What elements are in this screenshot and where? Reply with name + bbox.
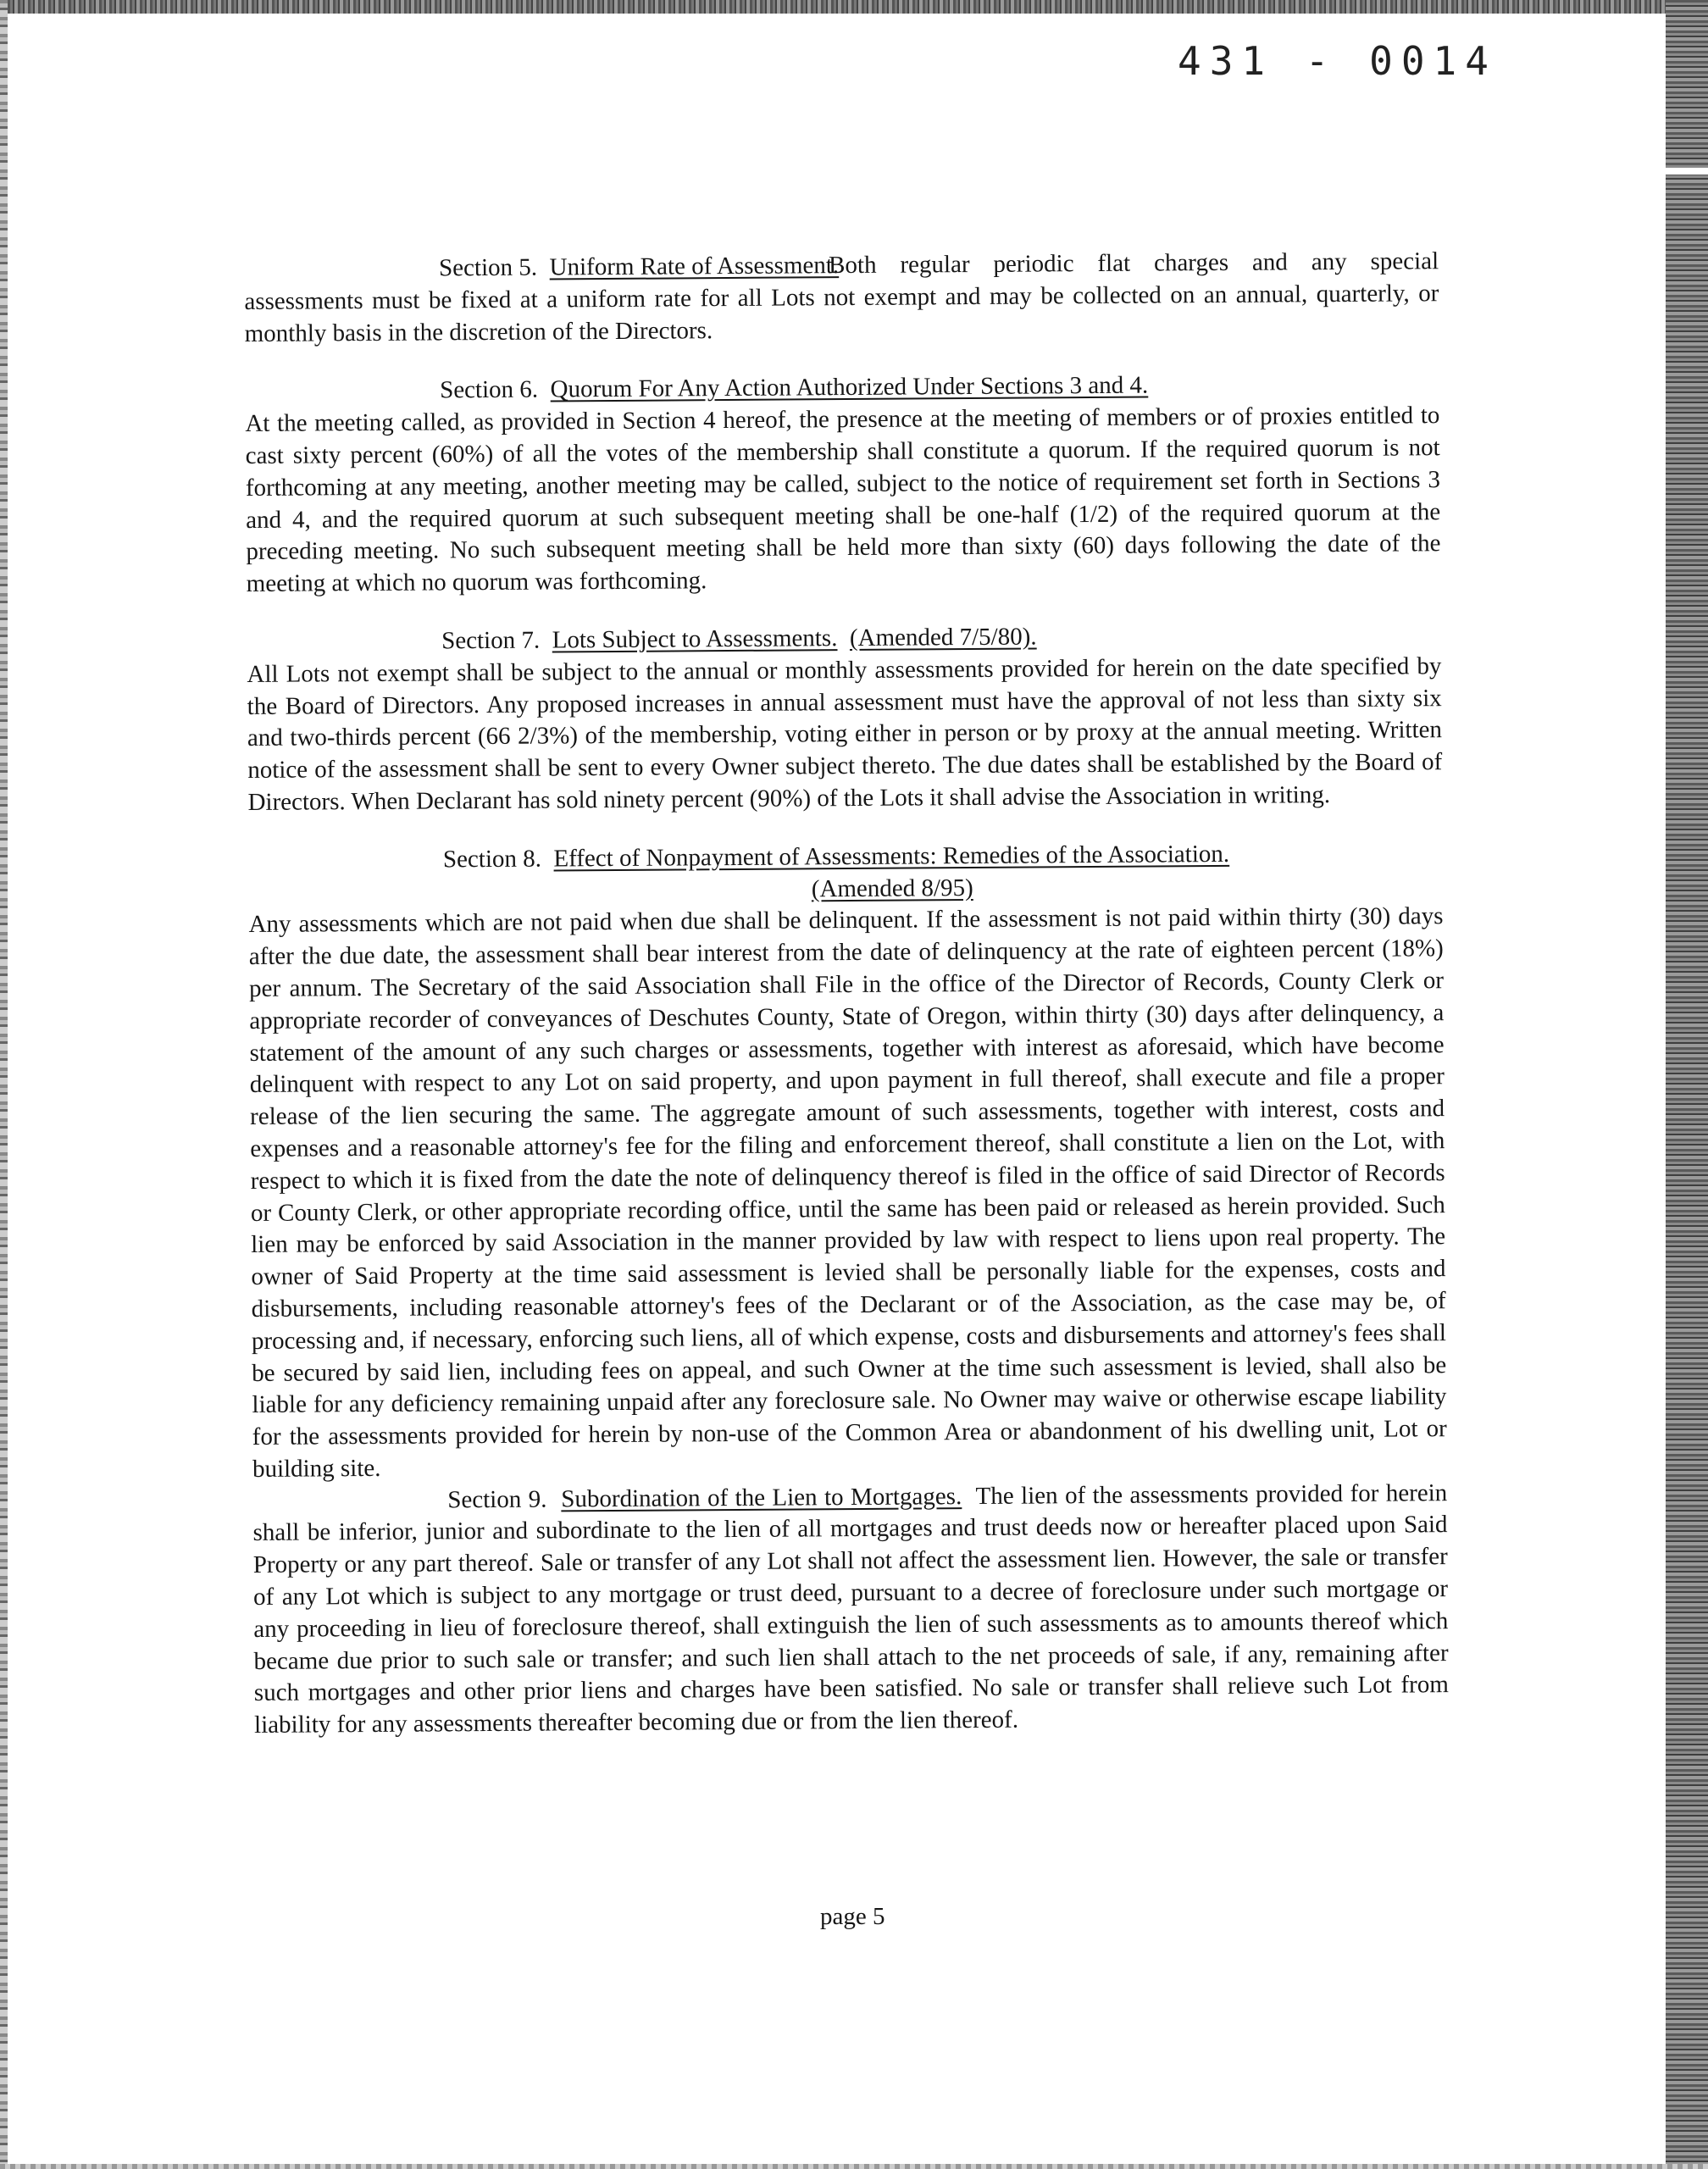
section-9-body: The lien of the assessments provided for herein shall be inferior, junior and subordinate to the lien of all mortgages and trust deeds now or hereafter placed upon Said Property or any part thereof. Sale or transfer of any Lot shall not affect the assessment lien. However, the sale or transfer of any Lot which is subject to any mortgage or trust deed, pursuant to a decree of foreclosure under such mortgage or any proceeding in lieu of foreclosure thereof, shall extinguish the lien of such assessments as to amounts thereof which became due prior to such sale or transfer; and such lien shall attach to the net proceeds of sale, if any, remaining after such mortgages and other prior liens and charges have been satisfied. No sale or transfer shall relieve such Lot from liability for any assessments thereafter becoming due or from the lien thereof.	[252, 1478, 1449, 1739]
scan-edge-bottom	[0, 2164, 1708, 2169]
scan-edge-left	[0, 0, 8, 2169]
section-6-body: At the meeting called, as provided in Section 4 hereof, the presence at the meeting of members or of proxies entitled to cast sixty percent (60%) of all the votes of the membership shall constitute a quorum. If the required quorum is not forthcoming at any meeting, another meeting may be called, subject to the notice of requirement set forth in Sections 3 and 4, and the required quorum at such subsequent meeting shall be one-half (1/2) of the required quorum at the preceding meeting. No such subsequent meeting shall be held more than sixty (60) days following the date of the meeting at which no quorum was forthcoming.	[245, 402, 1441, 598]
section-9-title: Subordination of the Lien to Mortgages.	[561, 1482, 962, 1513]
section-7-label: Section 7.	[441, 626, 541, 655]
page-number: page 5	[820, 1903, 885, 1930]
section-6-title: Quorum For Any Action Authorized Under Sections 3 and 4.	[550, 371, 1149, 403]
scan-edge-gap	[1666, 168, 1708, 175]
section-8-body: Any assessments which are not paid when due shall be delinquent. If the assessment is not paid within thirty (30) days after the due date, the assessment shall bear interest from the date of delinquency at the rate of eighteen percent (18%) per annum. The Secretary of the said Association shall File in the office of the Director of Records, County Clerk or appropriate recorder of conveyances of Deschutes County, State of Oregon, within thirty (30) days after delinquency, a statement of the amount of any such charges or assessments, together with interest as aforesaid, which have become delinquent with respect to any Lot on said property, and upon payment in full thereof, shall execute and file a proper release of the lien securing the same. The aggregate amount of such assessments, together with interest, costs and expenses and a reasonable attorney's fee for the filing and enforcement thereof, shall constitute a lien on the Lot, with respect to which it is fixed from the date the note of delinquency thereof is filed in the office of said Director of Records or County Clerk, or other appropriate recording office, until the same has been paid or released as herein provided. Such lien may be enforced by said Association in the manner provided by law with respect to liens upon real property. The owner of Said Property at the time said assessment is levied shall be personally liable for the expenses, costs and disbursements, including reasonable attorney's fees of the Declarant or of the Association, as the case may be, of processing and, if necessary, enforcing such liens, all of which expense, costs and disbursements and attorney's fees shall be secured by said lien, including fees on appeal, and such Owner at the time such assessment is levied, shall also be liable for any deficiency remaining unpaid after any foreclosure sale. No Owner may waive or otherwise escape liability for the assessments provided for herein by non-use of the Common Area or abandonment of his dwelling unit, Lot or building site.	[248, 902, 1447, 1483]
section-7-title: Lots Subject to Assessments.	[552, 624, 838, 654]
scan-edge-right	[1666, 0, 1708, 2169]
scan-edge-top	[0, 0, 1708, 14]
document-body	[244, 246, 1449, 1742]
section-7-body: All Lots not exempt shall be subject to the annual or monthly assessments provided for herein on the date specified by the Board of Directors. Any proposed increases in annual assessment must have the approval of not less than sixty six and two-thirds percent (66 2/3%) of the membership, voting either in person or by proxy at the annual meeting. Written notice of the assessment shall be sent to every Owner subject thereto. The due dates shall be established by the Board of Directors. When Declarant has sold ninety percent (90%) of the Lots it shall advise the Association in writing.	[247, 652, 1443, 816]
section-8-amendment: (Amended 8/95)	[811, 874, 973, 902]
document-number: 431 - 0014	[1178, 38, 1497, 84]
section-8-label: Section 8.	[442, 845, 542, 874]
section-5-label: Section 5.	[439, 253, 538, 282]
section-7-amendment: (Amended 7/5/80).	[849, 623, 1037, 652]
section-9-label: Section 9.	[447, 1485, 547, 1514]
section-5-title: Uniform Rate of Assessment.	[549, 252, 840, 281]
section-5-body: Both regular periodic flat charges and any special assessments must be fixed at a uniform rate for all Lots not exempt and may be collected on an annual, quarterly, or monthly basis in the discretion of the Directors.	[244, 247, 1439, 347]
section-8-title: Effect of Nonpayment of Assessments: Remedies of the Association.	[553, 840, 1230, 873]
section-6-label: Section 6.	[440, 375, 539, 404]
section-9	[252, 1478, 1449, 1742]
